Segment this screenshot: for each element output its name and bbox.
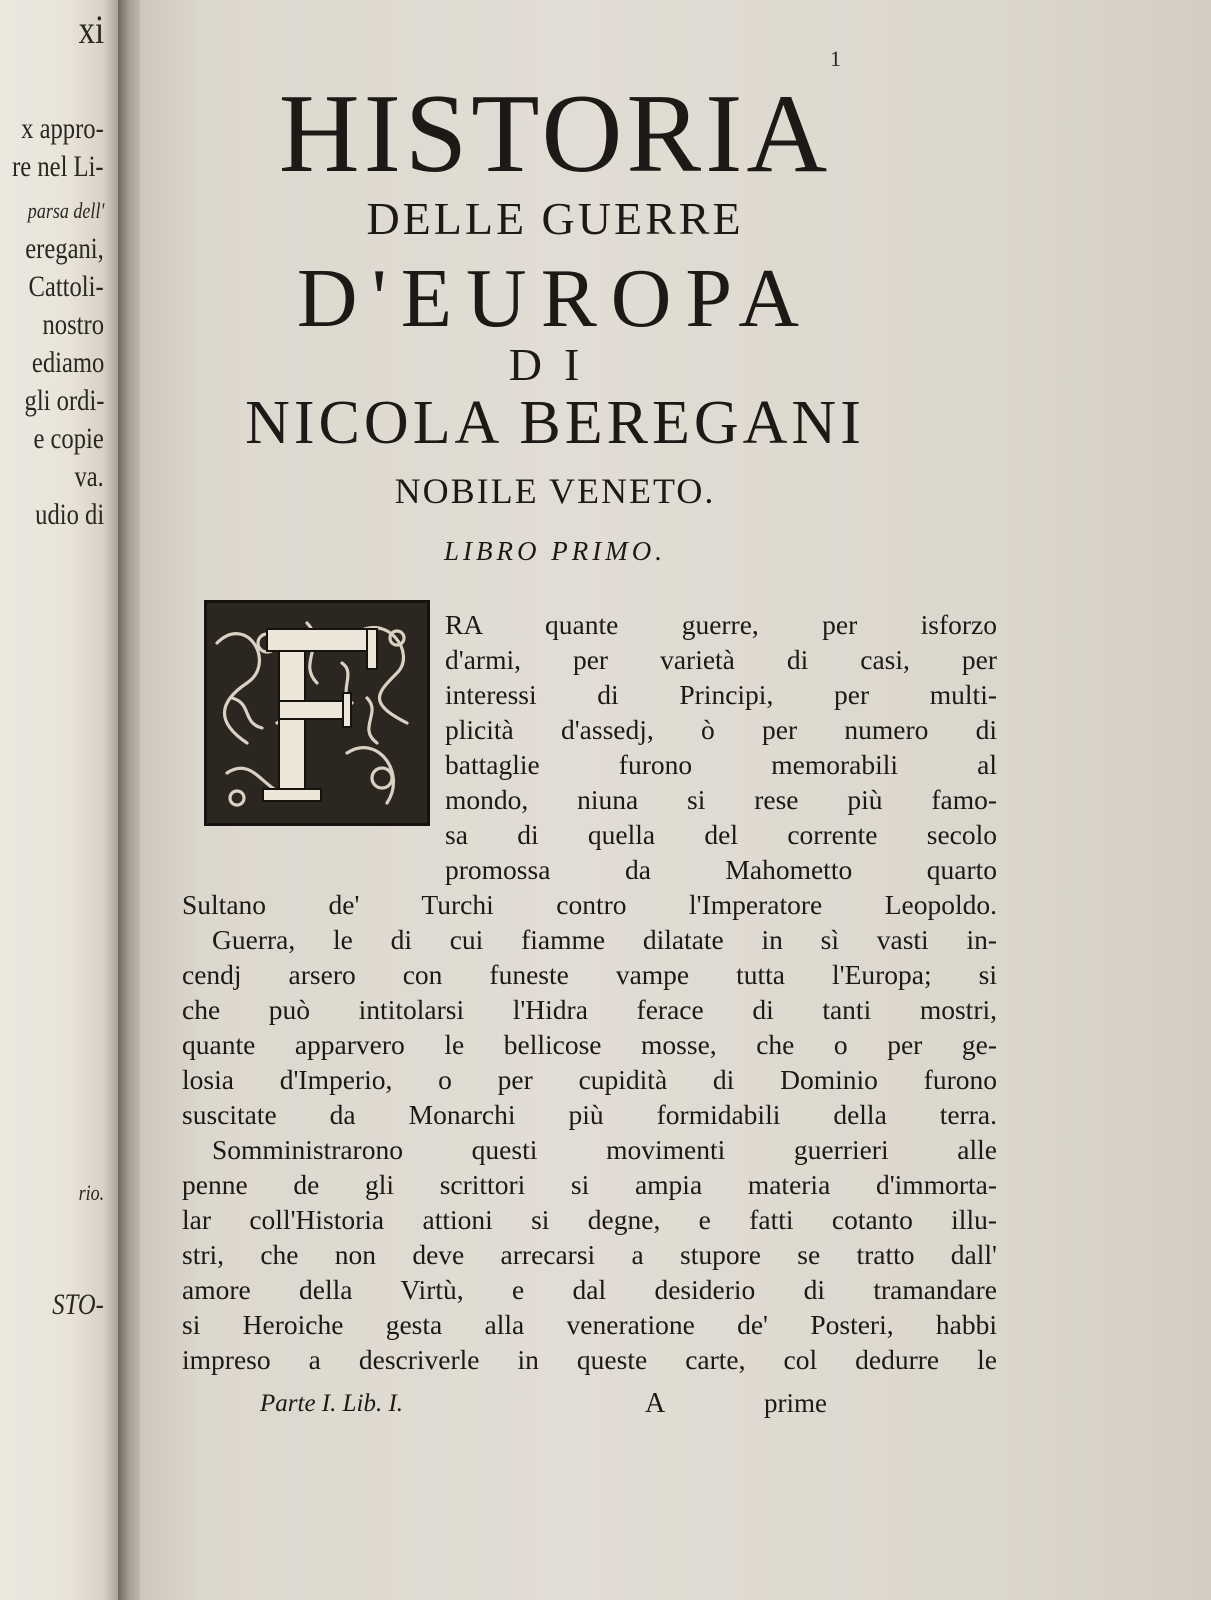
text-line: stri, che non deve arrecarsi a stupore se tratto dall' — [182, 1239, 997, 1270]
text-line: mondo, niuna si rese più famo- — [445, 784, 997, 815]
facing-page-line: Cattoli- — [28, 270, 104, 303]
author-name: NICOLA BEREGANI — [245, 389, 865, 457]
text-line: Somministrarono questi movimenti guerrieri alle — [212, 1134, 997, 1165]
facing-page-line: va. — [74, 460, 104, 493]
facing-page-line: rio. — [78, 1180, 104, 1205]
facing-page-line: STO- — [52, 1288, 104, 1321]
facing-page-line: x appro- — [21, 112, 104, 145]
text-line: promossa da Mahometto quarto — [445, 854, 997, 885]
text-line: si Heroiche gesta alla veneratione de' Posteri, habbi — [182, 1309, 997, 1340]
title-delle-guerre: DELLE GUERRE — [366, 193, 744, 244]
facing-page-line: e copie — [33, 422, 104, 455]
title-europa: D'EUROPA — [296, 252, 814, 345]
text-line: d'armi, per varietà di casi, per — [445, 644, 997, 675]
text-line: RA quante guerre, per isforzo — [445, 609, 997, 640]
title-historia: HISTORIA — [278, 72, 832, 196]
text-line: Guerra, le di cui fiamme dilatate in sì vasti in- — [212, 924, 997, 955]
text-line: battaglie furono memorabili al — [445, 749, 997, 780]
book-page — [140, 0, 1211, 1600]
text-line: cendj arsero con funeste vampe tutta l'Europa; si — [182, 959, 997, 990]
facing-page-left — [0, 0, 122, 1600]
text-line: plicità d'assedj, ò per numero di — [445, 714, 997, 745]
signature-label: Parte I. Lib. I. — [260, 1390, 404, 1417]
facing-page-line: eregani, — [25, 232, 104, 265]
text-line: Sultano de' Turchi contro l'Imperatore Leopoldo. — [182, 889, 997, 920]
facing-page-line: re nel Li- — [12, 150, 104, 183]
facing-page-line: parsa dell' — [27, 198, 104, 223]
text-line: che può intitolarsi l'Hidra ferace di tanti mostri, — [182, 994, 997, 1025]
catchword: prime — [764, 1388, 827, 1418]
text-line: lar coll'Historia attioni si degne, e fatti cotanto illu- — [182, 1204, 997, 1235]
text-line: sa di quella del corrente secolo — [445, 819, 997, 850]
page-number: 1 — [830, 46, 841, 71]
text-line: interessi di Principi, per multi- — [445, 679, 997, 710]
facing-page-line: xi — [78, 7, 104, 52]
title-di: DI — [508, 339, 602, 390]
text-line: losia d'Imperio, o per cupidità di Dominio furono — [182, 1064, 997, 1095]
text-line: quante apparvero le bellicose mosse, che o per ge- — [182, 1029, 997, 1060]
text-line: impreso a descriverle in queste carte, col dedurre le — [182, 1344, 997, 1375]
text-line: amore della Virtù, e dal desiderio di tramandare — [182, 1274, 997, 1305]
book-section-heading: LIBRO PRIMO. — [444, 536, 666, 566]
ornamental-initial-f — [204, 600, 430, 826]
text-line: penne de gli scrittori si ampia materia d'immorta- — [182, 1169, 997, 1200]
facing-page-line: ediamo — [31, 346, 104, 379]
author-title: NOBILE VENETO. — [394, 471, 716, 511]
signature-mark: A — [645, 1388, 666, 1419]
facing-page-line: udio di — [34, 498, 104, 531]
facing-page-line: gli ordi- — [24, 384, 104, 417]
facing-page-line: nostro — [42, 308, 104, 341]
text-line: suscitate da Monarchi più formidabili della terra. — [182, 1099, 997, 1130]
